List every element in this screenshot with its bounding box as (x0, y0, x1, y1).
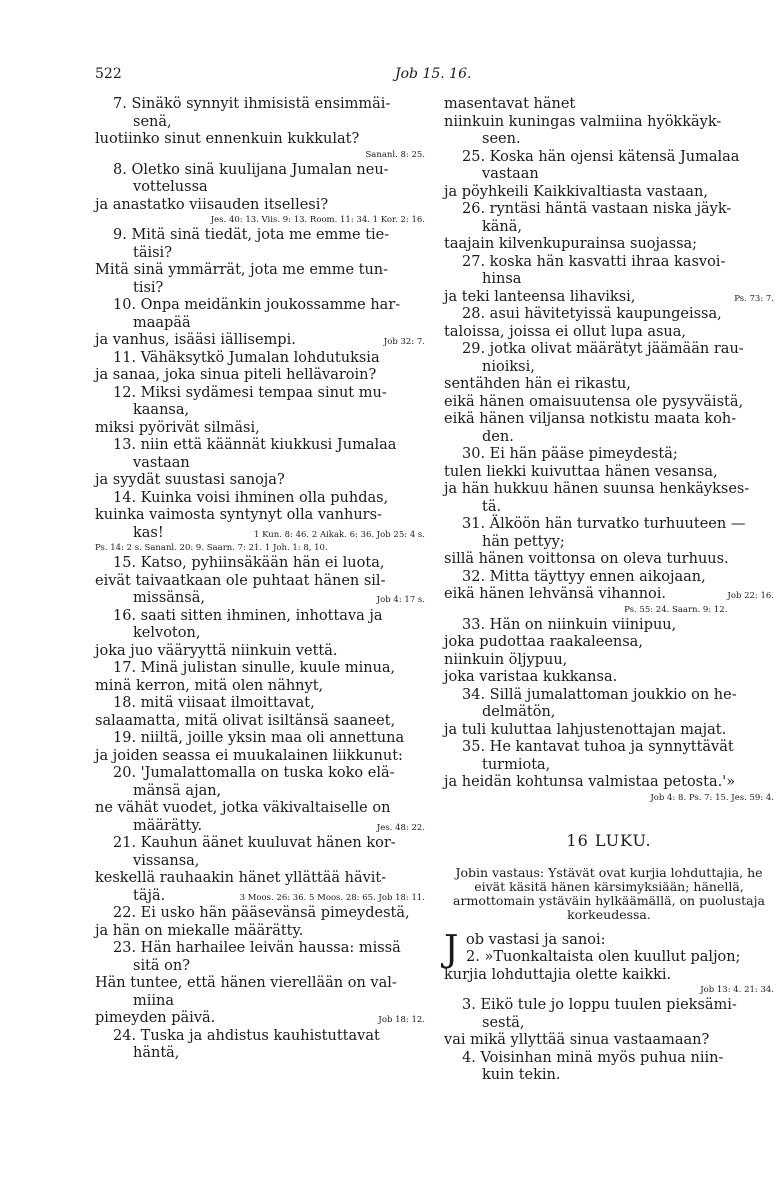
verse-line (444, 687, 774, 705)
line-text: 12. Miksi sydämesi tempaa sinut mu- (113, 384, 387, 401)
line-text: 8. Oletko sinä kuulijana Jumalan neu- (113, 161, 389, 178)
cross-reference: Ps. 55: 24. Saarn. 9: 12. (624, 604, 728, 615)
cross-reference: Job 32: 7. (383, 337, 425, 347)
text-line (95, 472, 425, 490)
text-line (444, 289, 774, 307)
right-column (444, 96, 774, 1085)
text-line (444, 236, 774, 254)
cross-reference: Job 18: 12. (378, 1015, 425, 1025)
cross-reference: Ps. 73: 7. (734, 293, 774, 304)
verse-line (95, 490, 425, 508)
left-column (95, 96, 425, 1063)
line-text: delmätön, (482, 704, 556, 720)
text-line (95, 315, 425, 333)
text-line (444, 359, 774, 377)
line-text: vottelussa (133, 179, 208, 195)
text-line (95, 507, 425, 525)
line-text: 7. Sinäkö synnyit ihmisistä ensimmäi- (113, 96, 391, 112)
line-text: häntä, (133, 1045, 180, 1061)
line-text: 19. niiltä, joille yksin maa oli annettuna (113, 730, 405, 746)
text-line (444, 704, 774, 722)
text-line (444, 429, 774, 447)
line-text: eikä hänen lehvänsä vihannoi. (444, 586, 667, 602)
text-line (444, 1032, 774, 1050)
text-line (95, 853, 425, 871)
line-text: joka juo vääryyttä niinkuin vettä. (95, 642, 338, 659)
line-text: määrätty. (133, 817, 203, 834)
cross-reference: Sananl. 8: 25. (365, 149, 425, 160)
verse-line (444, 254, 774, 272)
line-text: 30. Ei hän pääse pimeydestä; (462, 446, 678, 462)
line-text: känä, (482, 218, 523, 235)
line-text: 15. Katso, pyhiinsäkään hän ei luota, (113, 555, 385, 571)
cross-reference: Job 4: 8. Ps. 7: 15. Jes. 59: 4. (650, 792, 774, 803)
verse-line (95, 940, 425, 958)
cross-reference: Job 4: 17 s. (376, 595, 425, 605)
verse-line (95, 437, 425, 455)
line-text: hän pettyy; (482, 533, 565, 550)
line-text: ja hän hukkuu hänen suunsa henkäykses- (444, 481, 750, 497)
line-text: 27. koska hän kasvatti ihraa kasvoi- (462, 253, 726, 270)
line-text: seen. (482, 131, 521, 147)
line-text: ja anastatko viisauden itsellesi? (95, 196, 329, 213)
text-line (95, 713, 425, 731)
text-line (95, 678, 425, 696)
line-text: miina (133, 992, 175, 1009)
text-line (95, 800, 425, 818)
line-text: eivät taivaatkaan ole puhtaat hänen sil- (95, 572, 386, 589)
text-line (95, 870, 425, 888)
line-text: ja vanhus, isääsi iällisempi. (95, 332, 296, 348)
line-text: 22. Ei usko hän pääsevänsä pimeydestä, (113, 905, 410, 921)
cross-reference: 3 Moos. 26: 36. 5 Moos. 28: 65. Job 18: 11. (239, 892, 425, 903)
line-text: niinkuin kuningas valmiina hyökkäyk- (444, 113, 722, 130)
verse-line (444, 149, 774, 167)
line-text: joka pudottaa raakaleensa, (444, 634, 643, 650)
line-text: den. (482, 428, 514, 445)
line-text: minä kerron, mitä olen nähnyt, (95, 677, 324, 694)
line-text: salaamatta, mitä olivat isiltänsä saaneet, (95, 712, 396, 729)
line-text: missänsä, (133, 590, 205, 606)
text-line (95, 993, 425, 1011)
text-line (95, 114, 425, 132)
line-text: ja joiden seassa ei muukalainen liikkunut: (95, 747, 403, 764)
cross-reference: 1 Kun. 8: 46. 2 Aikak. 6: 36. Job 25: 4 s. (254, 529, 425, 540)
line-text: ja heidän kohtunsa valmistaa petosta.'» (444, 774, 736, 790)
line-text: ja tuli kuluttaa lahjustenottajan majat. (444, 721, 727, 738)
text-line (444, 1015, 774, 1033)
text-line (95, 573, 425, 591)
verse-line (95, 162, 425, 180)
text-line (444, 464, 774, 482)
verse-line (95, 695, 425, 713)
text-line (95, 245, 425, 263)
verse-line (444, 306, 774, 324)
line-text: eikä hänen omaisuutensa ole pysyväistä, (444, 393, 744, 410)
line-text: turmiota, (482, 756, 551, 773)
line-text: luotiinko sinut ennenkuin kukkulat? (95, 131, 360, 147)
line-text: 21. Kauhun äänet kuuluvat hänen kor- (113, 835, 396, 851)
line-text: keskellä rauhaakin hänet yllättää hävit- (95, 870, 387, 886)
chapter-title: 16 LUKU. (566, 830, 652, 850)
text-line (444, 774, 774, 792)
text-line (95, 590, 425, 608)
line-text: 29. jotka olivat määrätyt jäämään rau- (462, 341, 744, 357)
line-text: ja hän on miekalle määrätty. (95, 922, 304, 939)
line-text: 28. asui hävitetyissä kaupungeissa, (462, 306, 722, 322)
line-text: kaansa, (133, 402, 190, 418)
text-line (95, 923, 425, 941)
line-text: mänsä ajan, (133, 782, 222, 799)
text-line (444, 184, 774, 202)
cross-reference: Job 22: 16. (727, 591, 774, 601)
line-text: 4. Voisinhan minä myös puhua niin- (462, 1049, 724, 1066)
verse-line (444, 446, 774, 464)
line-text: masentavat hänet (444, 96, 576, 112)
text-line (95, 262, 425, 280)
text-line (95, 280, 425, 298)
line-text: 20. 'Jumalattomalla on tuska koko elä- (113, 765, 395, 781)
text-line (444, 1067, 774, 1085)
line-text: vastaan (482, 166, 539, 182)
verse-line (95, 555, 425, 573)
verse-line (95, 385, 425, 403)
verse-line (444, 997, 774, 1015)
line-text: sillä hänen voittonsa on oleva turhuus. (444, 551, 729, 567)
line-text: 34. Sillä jumalattoman joukkio on he- (462, 686, 737, 703)
verse-line (95, 227, 425, 245)
line-text: kuinka vaimosta syntynyt olla vanhurs- (95, 507, 382, 523)
line-text: joka varistaa kukkansa. (444, 669, 618, 685)
line-text: ja teki lanteensa lihaviksi, (444, 288, 636, 305)
verse-line (95, 660, 425, 678)
line-text: senä, (133, 113, 172, 130)
verse-line (444, 341, 774, 359)
line-text: ne vähät vuodet, jotka väkivaltaiselle on (95, 800, 391, 816)
text-line (444, 534, 774, 552)
line-text: 25. Koska hän ojensi kätensä Jumalaa (462, 148, 740, 165)
line-text: 23. Hän harhailee leivän haussa: missä (113, 940, 401, 956)
text-line (444, 586, 774, 604)
line-text: eikä hänen viljansa notkistu maata koh- (444, 411, 737, 427)
text-line (95, 783, 425, 801)
line-text: 32. Mitta täyttyy ennen aikojaan, (462, 568, 706, 585)
cross-reference: Ps. 14: 2 s. Sananl. 20: 9. Saarn. 7: 21. 1 Joh. 1: 8, 10. (95, 543, 328, 553)
text-line (95, 975, 425, 993)
line-text: tisi? (133, 279, 164, 296)
text-line (444, 324, 774, 342)
line-text: kas! (133, 524, 164, 541)
line-text: 13. niin että käännät kiukkusi Jumalaa (113, 437, 397, 453)
text-line (444, 166, 774, 184)
verse-line (444, 569, 774, 587)
text-line (444, 96, 774, 114)
verse-line (95, 835, 425, 853)
text-line (444, 394, 774, 412)
line-text: 26. ryntäsi häntä vastaan niska jäyk- (462, 201, 732, 217)
text-line (444, 411, 774, 429)
text-line (444, 757, 774, 775)
line-text: vissansa, (133, 852, 200, 869)
verse-line (444, 201, 774, 219)
verse-line (444, 739, 774, 757)
text-line (95, 958, 425, 976)
line-text: taajain kilvenkupurainsa suojassa; (444, 236, 698, 252)
line-text: kuin tekin. (482, 1067, 561, 1083)
line-text: hinsa (482, 271, 522, 287)
line-text: tä. (482, 498, 502, 515)
text-line (444, 551, 774, 569)
line-text: sentähden hän ei rikastu, (444, 376, 631, 392)
line-text: maapää (133, 314, 191, 331)
verse-line (444, 516, 774, 534)
verse-line (95, 730, 425, 748)
text-line (444, 669, 774, 687)
text-line (95, 332, 425, 350)
verse-line (95, 765, 425, 783)
line-text: täisi? (133, 244, 172, 261)
line-text: kurjia lohduttajia olette kaikki. (444, 966, 672, 983)
line-text: sestä, (482, 1014, 525, 1031)
text-line (95, 179, 425, 197)
line-text: täjä. (133, 887, 166, 904)
verse-line (444, 1050, 774, 1068)
line-text: ja syydät suustasi sanoja? (95, 472, 285, 488)
text-line (444, 722, 774, 740)
text-line (95, 367, 425, 385)
text-line (444, 219, 774, 237)
verse-line (95, 297, 425, 315)
line-text: 31. Älköön hän turvatko turhuuteen — (462, 516, 746, 532)
text-line (444, 652, 774, 670)
verse-line (95, 905, 425, 923)
line-text: 11. Vähäksytkö Jumalan lohdutuksia (113, 349, 380, 366)
chapter-summary: Jobin vastaus: Ystävät ovat kurjia lohduttajia, he eivät käsitä hänen kärsimyksiään; hänellä, armottomain ystäväin hylkäämällä, on puolustaja korkeudessa. (453, 864, 765, 922)
text-line (444, 131, 774, 149)
verse-line (95, 1028, 425, 1046)
text-line (95, 888, 425, 906)
text-line (95, 748, 425, 766)
line-text: 33. Hän on niinkuin viinipuu, (462, 616, 677, 633)
text-line (95, 625, 425, 643)
first-line-text: ob vastasi ja sanoi: (466, 931, 606, 948)
text-line (444, 114, 774, 132)
line-text: 16. saati sitten ihminen, inhottava ja (113, 607, 383, 624)
text-line (95, 1045, 425, 1063)
text-line (444, 967, 774, 985)
line-text: vai mikä yllyttää sinua vastaamaan? (444, 1032, 710, 1048)
line-text: 9. Mitä sinä tiedät, jota me emme tie- (113, 227, 390, 243)
text-line (95, 197, 425, 215)
line-text: Hän tuntee, että hänen vierellään on val- (95, 975, 397, 991)
drop-cap: J (444, 928, 459, 970)
text-line (95, 525, 425, 543)
verse-line (95, 608, 425, 626)
text-line (444, 271, 774, 289)
line-text: ja pöyhkeili Kaikkivaltiasta vastaan, (444, 183, 708, 200)
text-line (444, 499, 774, 517)
cross-reference: Jes. 40: 13. Viis. 9: 13. Room. 11: 34. 1 Kor. 2: 16. (210, 215, 425, 225)
line-text: Mitä sinä ymmärrät, jota me emme tun- (95, 262, 389, 278)
text-line (444, 949, 774, 967)
line-text: 3. Eikö tule jo loppu tuulen pieksämi- (462, 997, 737, 1013)
line-text: 14. Kuinka voisi ihminen olla puhdas, (113, 489, 389, 506)
text-line (95, 818, 425, 836)
verse-line (444, 617, 774, 635)
cross-reference: Jes. 48: 22. (376, 822, 425, 833)
text-line (95, 1010, 425, 1028)
text-line (95, 420, 425, 438)
line-text: kelvoton, (133, 625, 201, 641)
line-text: 2. »Tuonkaltaista olen kuullut paljon; (466, 949, 741, 965)
text-line (444, 634, 774, 652)
text-line (95, 643, 425, 661)
line-text: 24. Tuska ja ahdistus kauhistuttavat (113, 1027, 380, 1044)
line-text: miksi pyörivät silmäsi, (95, 419, 260, 436)
cross-reference: Job 13: 4. 21: 34. (700, 985, 774, 995)
text-line (95, 131, 425, 149)
line-text: tulen liekki kuivuttaa hänen vesansa, (444, 463, 718, 480)
text-line (444, 481, 774, 499)
line-text: pimeyden päivä. (95, 1010, 216, 1026)
text-line (444, 376, 774, 394)
line-text: sitä on? (133, 957, 191, 974)
line-text: nioiksi, (482, 358, 535, 375)
text-line (95, 455, 425, 473)
line-text: 17. Minä julistan sinulle, kuule minua, (113, 660, 396, 676)
line-text: 10. Onpa meidänkin joukossamme har- (113, 297, 401, 313)
running-head: Job 15. 16. (395, 66, 472, 82)
line-text: ja sanaa, joka sinua piteli hellävaroin? (95, 367, 377, 383)
page-number: 522 (95, 66, 122, 82)
line-text: taloissa, joissa ei ollut lupa asua, (444, 323, 687, 340)
line-text: 35. He kantavat tuhoa ja synnyttävät (462, 739, 734, 755)
verse-line (95, 350, 425, 368)
text-line (95, 402, 425, 420)
line-text: niinkuin öljypuu, (444, 651, 568, 668)
page-header (95, 66, 775, 86)
verse-line (95, 96, 425, 114)
line-text: vastaan (133, 454, 190, 471)
line-text: 18. mitä viisaat ilmoittavat, (113, 695, 315, 711)
